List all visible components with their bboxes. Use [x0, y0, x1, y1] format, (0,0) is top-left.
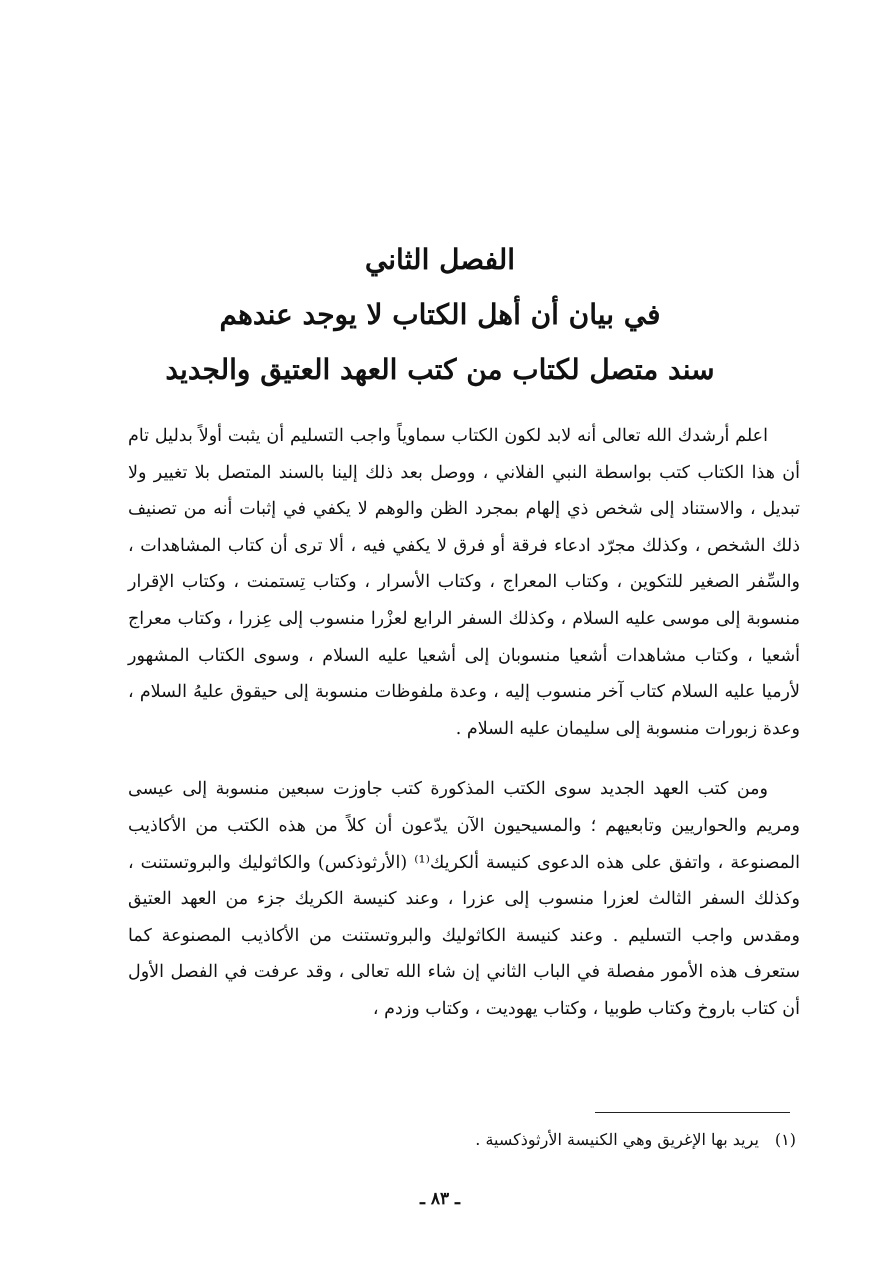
footnote-divider	[595, 1112, 790, 1113]
chapter-subtitle-line-1: في بيان أن أهل الكتاب لا يوجد عندهم	[219, 298, 661, 331]
footnote-text: يريد بها الإغريق وهي الكنيسة الأرثوذكسية .	[475, 1130, 759, 1149]
chapter-heading	[120, 232, 760, 397]
footnote-number: (١)	[774, 1130, 796, 1149]
paragraph-2: ومن كتب العهد الجديد سوى الكتب المذكورة كتب جاوزت سبعين منسوبة إلى عيسى ومريم والحواريين وتابعيهم ؛ والمسيحيون الآن يدّعون أن كلاً من هذه الكتب من الأكاذيب المصنوعة ، واتفق على هذه الدعوى كنيسة ألكريك⁽¹⁾ (الأرثوذكس) والكاثوليك والبروتستنت ، وكذلك السفر الثالث لعزرا منسوب إلى عزرا ، وعند كنيسة الكريك جزء من العهد العتيق ومقدس واجب التسليم . وعند كنيسة الكاثوليك والبروتستنت من الأكاذيب المصنوعة كما ستعرف هذه الأمور مفصلة في الباب الثاني إن شاء الله تعالى ، وقد عرفت في الفصل الأول أن كتاب باروخ وكتاب طوبيا ، وكتاب يهوديت ، وكتاب وزدم ،	[128, 779, 800, 1019]
body-text	[128, 418, 800, 1028]
page-number: ـ ٨٣ ـ	[419, 1189, 461, 1209]
footnote	[128, 1126, 796, 1154]
chapter-title: الفصل الثاني	[364, 243, 516, 276]
paragraph-1: اعلم أرشدك الله تعالى أنه لابد لكون الكتاب سماوياً واجب التسليم أن يثبت أولاً بدليل تام أن هذا الكتاب كتب بواسطة النبي الفلاني ، ووصل بعد ذلك إلينا بالسند المتصل بلا تغيير ولا تبديل ، والاستناد إلى شخص ذي إلهام بمجرد الظن والوهم لا يكفي في إثبات أنه من تصنيف ذلك الشخص ، وكذلك مجرّد ادعاء فرقة أو فرق لا يكفي فيه ، ألا ترى أن كتاب المشاهدات ، والسِّفر الصغير للتكوين ، وكتاب المعراج ، وكتاب الأسرار ، وكتاب تِستمنت ، وكتاب الإقرار منسوبة إلى موسى عليه السلام ، وكذلك السفر الرابع لعزْرا منسوب إلى عِزرا ، وكتاب معراج أشعيا ، وكتاب مشاهدات أشعيا منسوبان إلى أشعيا عليه السلام ، وسوى الكتاب المشهور لأرميا عليه السلام كتاب آخر منسوب إليه ، وعدة ملفوظات منسوبة إلى حيقوق عليهُ السلام ، وعدة زبورات منسوبة إلى سليمان عليه السلام .	[128, 426, 800, 739]
chapter-subtitle-line-2: سند متصل لكتاب من كتب العهد العتيق والجديد	[165, 353, 715, 386]
